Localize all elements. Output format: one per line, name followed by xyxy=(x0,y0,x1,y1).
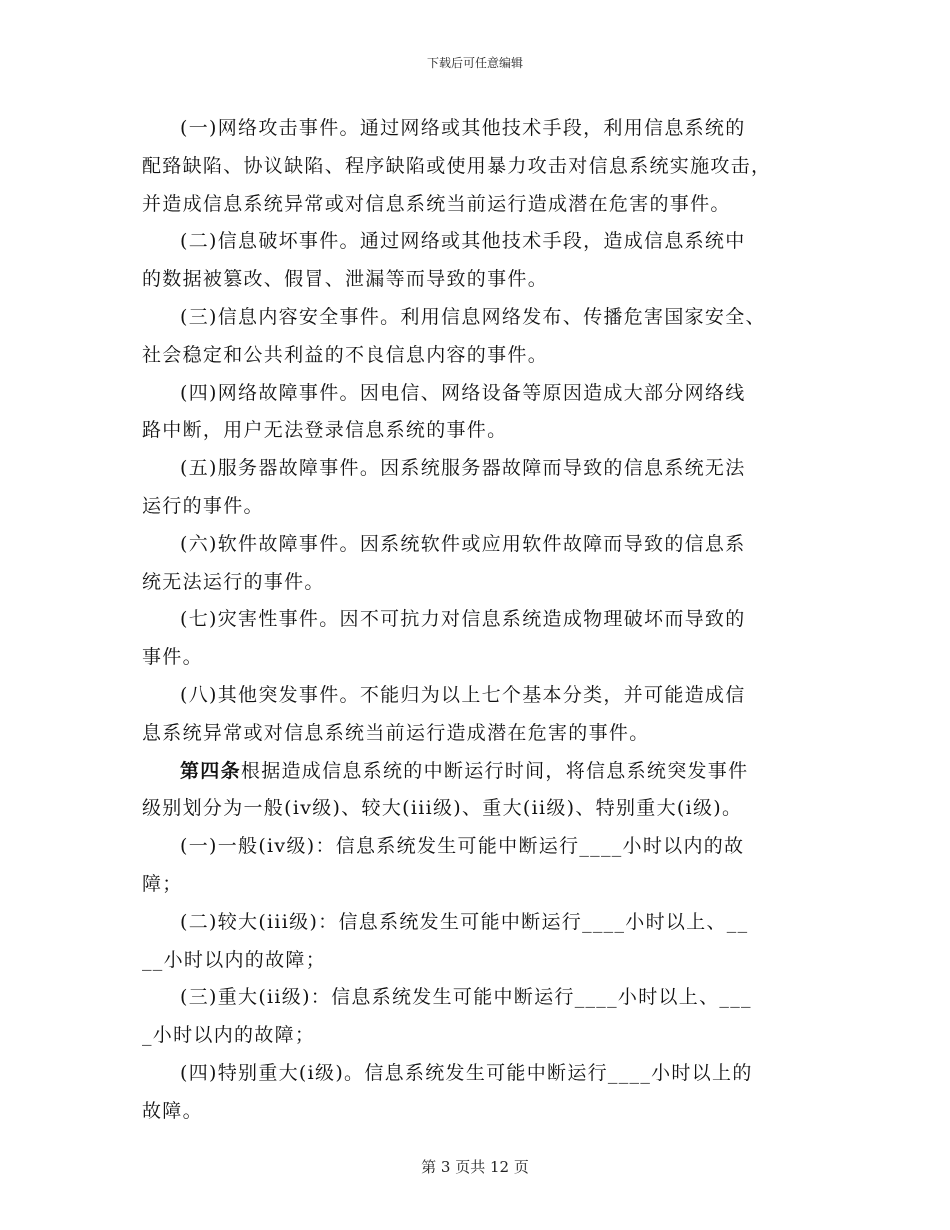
text-line xyxy=(142,753,822,791)
text-line: (七)灾害性事件。因不可抗力对信息系统造成物理破坏而导致的 xyxy=(180,608,746,631)
text-line: 的数据被篡改、假冒、泄漏等而导致的事件。 xyxy=(142,268,549,291)
text-line: (一)网络攻击事件。通过网络或其他技术手段，利用信息系统的 xyxy=(180,117,746,139)
paragraph-article-four xyxy=(142,753,822,829)
paragraph-info-destruction xyxy=(142,223,822,299)
text-line: (二)信息破坏事件。通过网络或其他技术手段，造成信息系统中 xyxy=(180,230,746,253)
text-line: 障； xyxy=(142,872,183,895)
text-line: (五)服务器故障事件。因系统服务器故障而导致的信息系统无法 xyxy=(180,457,746,480)
paragraph-level-serious xyxy=(142,979,822,1055)
text-line: (一)一般(iv级)：信息系统发生可能中断运行____小时以内的故 xyxy=(180,835,745,858)
paragraph-other-events xyxy=(142,677,822,753)
text-line: 事件。 xyxy=(142,646,203,669)
paragraph-content-security xyxy=(142,299,822,375)
paragraph-disaster xyxy=(142,601,822,677)
text-line: (六)软件故障事件。因系统软件或应用软件故障而导致的信息系 xyxy=(180,532,746,555)
paragraph-software-failure xyxy=(142,526,822,602)
text-line: 社会稳定和公共利益的不良信息内容的事件。 xyxy=(142,343,549,366)
paragraph-level-general xyxy=(142,828,822,904)
text-line: 运行的事件。 xyxy=(142,494,264,517)
article-heading: 第四条 xyxy=(180,759,241,782)
page-header: 下载后可任意编辑 xyxy=(426,56,523,70)
text-line: (二)较大(iii级)：信息系统发生可能中断运行____小时以上、__ xyxy=(180,910,749,933)
text-line: _小时以内的故障； xyxy=(142,1024,316,1047)
document-body xyxy=(142,110,822,1131)
text-line: (三)重大(ii级)：信息系统发生可能中断运行____小时以上、___ xyxy=(180,986,752,1009)
text-line: 息系统异常或对信息系统当前运行造成潜在危害的事件。 xyxy=(142,721,650,744)
paragraph-server-failure xyxy=(142,450,822,526)
paragraph-level-major xyxy=(142,904,822,980)
text-line: 统无法运行的事件。 xyxy=(142,570,325,593)
paragraph-network-failure xyxy=(142,375,822,451)
text-line: (八)其他突发事件。不能归为以上七个基本分类，并可能造成信 xyxy=(180,683,746,706)
text-line: (四)特别重大(i级)。信息系统发生可能中断运行____小时以上的 xyxy=(180,1061,753,1084)
text-line: 配臵缺陷、协议缺陷、程序缺陷或使用暴力攻击对信息系统实施攻击， xyxy=(142,154,772,177)
text-line: 路中断，用户无法登录信息系统的事件。 xyxy=(142,419,508,442)
paragraph-network-attack xyxy=(142,110,822,223)
paragraph-level-especially-serious xyxy=(142,1055,822,1131)
text-line: (三)信息内容安全事件。利用信息网络发布、传播危害国家安全、 xyxy=(180,305,766,328)
text-line: 级别划分为一般(iv级)、较大(iii级)、重大(ii级)、特别重大(i级)。 xyxy=(142,797,743,820)
text-line: __小时以内的故障； xyxy=(142,948,327,971)
text-line: 故障。 xyxy=(142,1099,203,1122)
text-line: (四)网络故障事件。因电信、网络设备等原因造成大部分网络线 xyxy=(180,381,746,404)
page-number: 第 3 页共 12 页 xyxy=(421,1158,529,1176)
text-line: 并造成信息系统异常或对信息系统当前运行造成潜在危害的事件。 xyxy=(142,192,731,215)
article-text: 根据造成信息系统的中断运行时间，将信息系统突发事件 xyxy=(240,759,749,782)
